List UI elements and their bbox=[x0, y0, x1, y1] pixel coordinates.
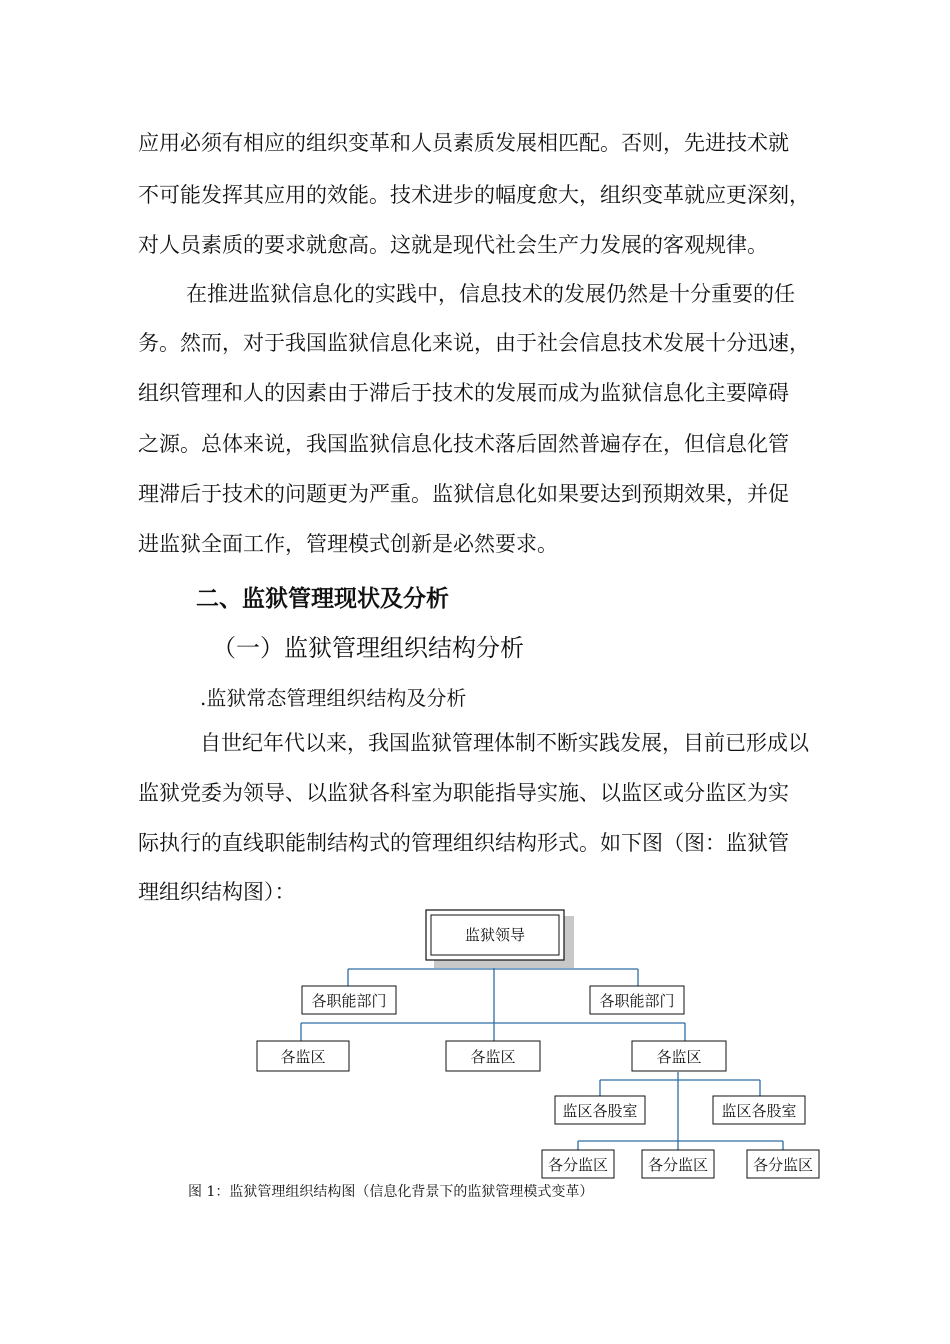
org-node-district-1 bbox=[257, 1041, 349, 1071]
paragraph-line: 之源。总体来说，我国监狱信息化技术落后固然普遍存在，但信息化管 bbox=[138, 432, 789, 456]
svg-text:各分监区: 各分监区 bbox=[752, 1156, 814, 1174]
svg-text:各监区: 各监区 bbox=[280, 1048, 326, 1066]
paragraph-line: 自世纪年代以来，我国监狱管理体制不断实践发展，目前已形成以 bbox=[200, 731, 809, 755]
org-node-sub-2 bbox=[642, 1150, 714, 1178]
org-node-label: 监狱领导 bbox=[464, 926, 526, 944]
org-node-functional-right bbox=[590, 986, 684, 1014]
svg-text:监区各股室: 监区各股室 bbox=[562, 1102, 638, 1120]
org-node-district-3 bbox=[632, 1041, 726, 1071]
org-node-functional-left bbox=[302, 986, 396, 1014]
org-node-office-left bbox=[555, 1096, 645, 1124]
org-node-sub-3 bbox=[747, 1150, 819, 1178]
org-chart bbox=[240, 900, 840, 1190]
svg-text:各监区: 各监区 bbox=[656, 1048, 702, 1066]
subsection-heading: （一）监狱管理组织结构分析 bbox=[212, 634, 524, 662]
svg-text:各监区: 各监区 bbox=[470, 1048, 516, 1066]
paragraph-line: 务。然而，对于我国监狱信息化来说，由于社会信息技术发展十分迅速， bbox=[138, 331, 810, 355]
svg-text:各职能部门: 各职能部门 bbox=[599, 992, 675, 1010]
paragraph-line: 监狱党委为领导、以监狱各科室为职能指导实施、以监区或分监区为实 bbox=[138, 781, 789, 805]
paragraph-line: 不可能发挥其应用的效能。技术进步的幅度愈大，组织变革就应更深刻， bbox=[138, 183, 810, 207]
paragraph-line: 理组织结构图）： bbox=[138, 880, 296, 904]
paragraph-line: 理滞后于技术的问题更为严重。监狱信息化如果要达到预期效果，并促 bbox=[138, 482, 789, 506]
org-node-root bbox=[426, 910, 574, 968]
paragraph-line: 应用必须有相应的组织变革和人员素质发展相匹配。否则，先进技术就 bbox=[138, 131, 789, 155]
svg-text:监区各股室: 监区各股室 bbox=[721, 1102, 797, 1120]
svg-text:各职能部门: 各职能部门 bbox=[311, 992, 387, 1010]
org-node-sub-1 bbox=[542, 1150, 614, 1178]
svg-text:各分监区: 各分监区 bbox=[647, 1156, 709, 1174]
org-node-office-right bbox=[713, 1096, 805, 1124]
paragraph-line: 际执行的直线职能制结构式的管理组织结构形式。如下图（图：监狱管 bbox=[138, 831, 789, 855]
org-node-district-2 bbox=[446, 1041, 540, 1071]
paragraph-line: 进监狱全面工作，管理模式创新是必然要求。 bbox=[138, 532, 558, 556]
figure-caption: 图 1：监狱管理组织结构图（信息化背景下的监狱管理模式变革） bbox=[188, 1184, 594, 1200]
sub-subsection-heading: .监狱常态管理组织结构及分析 bbox=[200, 686, 467, 710]
paragraph-line: 对人员素质的要求就愈高。这就是现代社会生产力发展的客观规律。 bbox=[138, 233, 768, 257]
paragraph-line: 在推进监狱信息化的实践中，信息技术的发展仍然是十分重要的任 bbox=[186, 282, 795, 306]
paragraph-line: 组织管理和人的因素由于滞后于技术的发展而成为监狱信息化主要障碍 bbox=[138, 381, 789, 405]
section-heading: 二、监狱管理现状及分析 bbox=[196, 586, 449, 612]
svg-text:各分监区: 各分监区 bbox=[547, 1156, 609, 1174]
